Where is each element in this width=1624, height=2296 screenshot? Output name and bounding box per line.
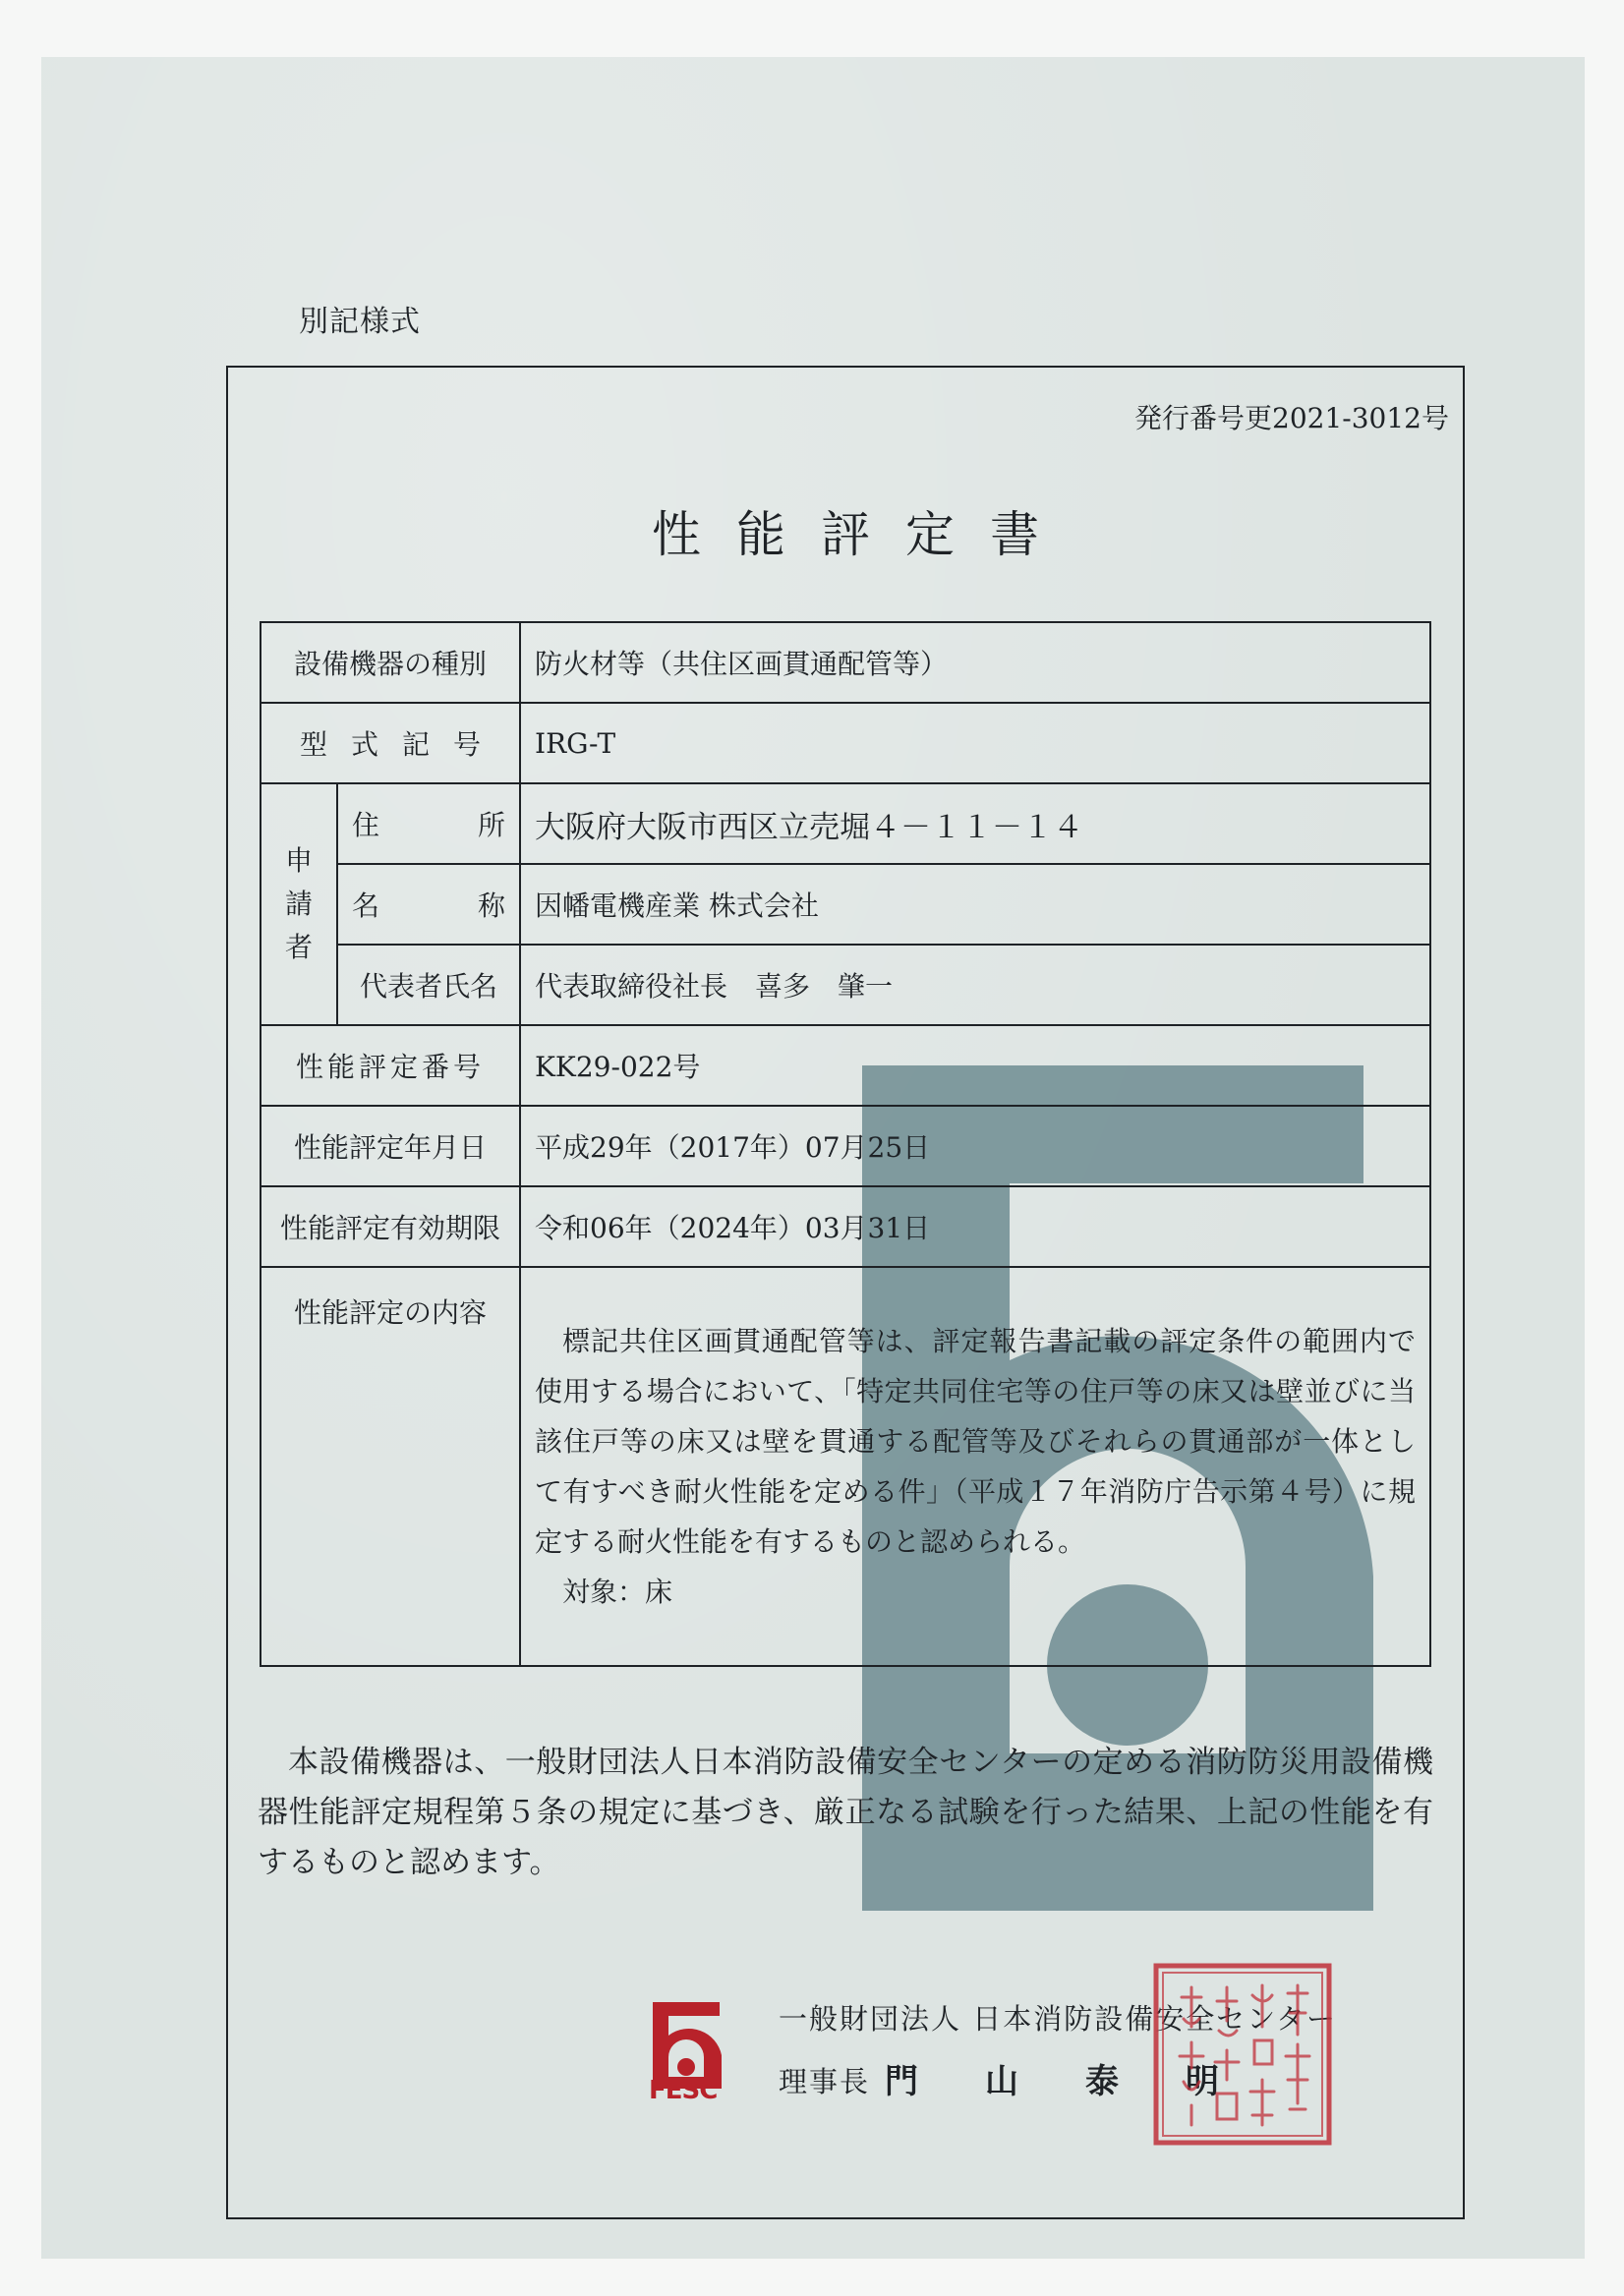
evaluation-number-value: KK29-022号 [520, 1025, 1430, 1106]
company-name-label: 名称 [337, 864, 520, 945]
chair-name: 門山泰明 [885, 2062, 1286, 2101]
table-row [261, 1106, 1430, 1186]
evaluation-number-label: 性能評定番号 [261, 1025, 520, 1106]
certificate-table [260, 621, 1431, 1667]
document-title: 性能評定書 [652, 506, 1074, 563]
representative-value: 代表取締役社長 喜多 肇一 [520, 945, 1430, 1025]
applicant-group-label [261, 783, 337, 1025]
company-name-value: 因幡電機産業 株式会社 [520, 864, 1430, 945]
address-label: 住所 [337, 783, 520, 864]
evaluation-date-label: 性能評定年月日 [261, 1106, 520, 1186]
table-row [261, 783, 1430, 864]
evaluation-date-value: 平成29年（2017年）07月25日 [520, 1106, 1430, 1186]
table-row [261, 1025, 1430, 1106]
applicant-group-text: 申請者 [284, 844, 313, 963]
table-row [261, 622, 1430, 703]
certification-statement: 本設備機器は、一般財団法人日本消防設備安全センターの定める消防防災用設備機器性能評定規程第５条の規定に基づき、厳正なる試験を行った結果、上記の性能を有するものと認めます。 [258, 1745, 1433, 1880]
certificate-frame [226, 366, 1465, 2219]
representative-label: 代表者氏名 [337, 945, 520, 1025]
contents-text: 標記共住区画貫通配管等は、評定報告書記載の評定条件の範囲内で使用する場合において、「特定共同住宅等の住戸等の床又は壁並びに当該住戸等の床又は壁を貫通する配管等及びそれらの貫通部が一体として有すべき耐火性能を定める件」（平成１７年消防庁告示第４号）に規定する耐火性能を有するものと認められる。 [535, 1325, 1416, 1558]
table-row [261, 1186, 1430, 1267]
table-row [261, 703, 1430, 783]
model-label: 型式記号 [261, 703, 520, 783]
table-row [261, 945, 1430, 1025]
table-row [261, 1267, 1430, 1666]
certificate-sheet [41, 57, 1585, 2259]
chair-title: 理事長 [779, 2065, 871, 2098]
official-seal-icon [1152, 1962, 1333, 2147]
table-row [261, 864, 1430, 945]
validity-value: 令和06年（2024年）03月31日 [520, 1186, 1430, 1267]
equipment-type-value: 防火材等（共住区画貫通配管等） [520, 622, 1430, 703]
issuer-organization: 一般財団法人 日本消防設備安全センター [779, 2002, 1338, 2036]
address-value: 大阪府大阪市西区立売堀４－１１－１４ [520, 783, 1430, 864]
model-value: IRG-T [520, 703, 1430, 783]
validity-label: 性能評定有効期限 [261, 1186, 520, 1267]
form-label: 別記様式 [299, 305, 421, 339]
contents-cell [520, 1267, 1430, 1666]
issue-number: 発行番号更2021-3012号 [1134, 402, 1449, 434]
equipment-type-label: 設備機器の種別 [261, 622, 520, 703]
contents-target: 対象：床 [562, 1576, 673, 1608]
contents-label: 性能評定の内容 [261, 1267, 520, 1666]
fesc-logo-text: FESC [649, 2076, 718, 2105]
